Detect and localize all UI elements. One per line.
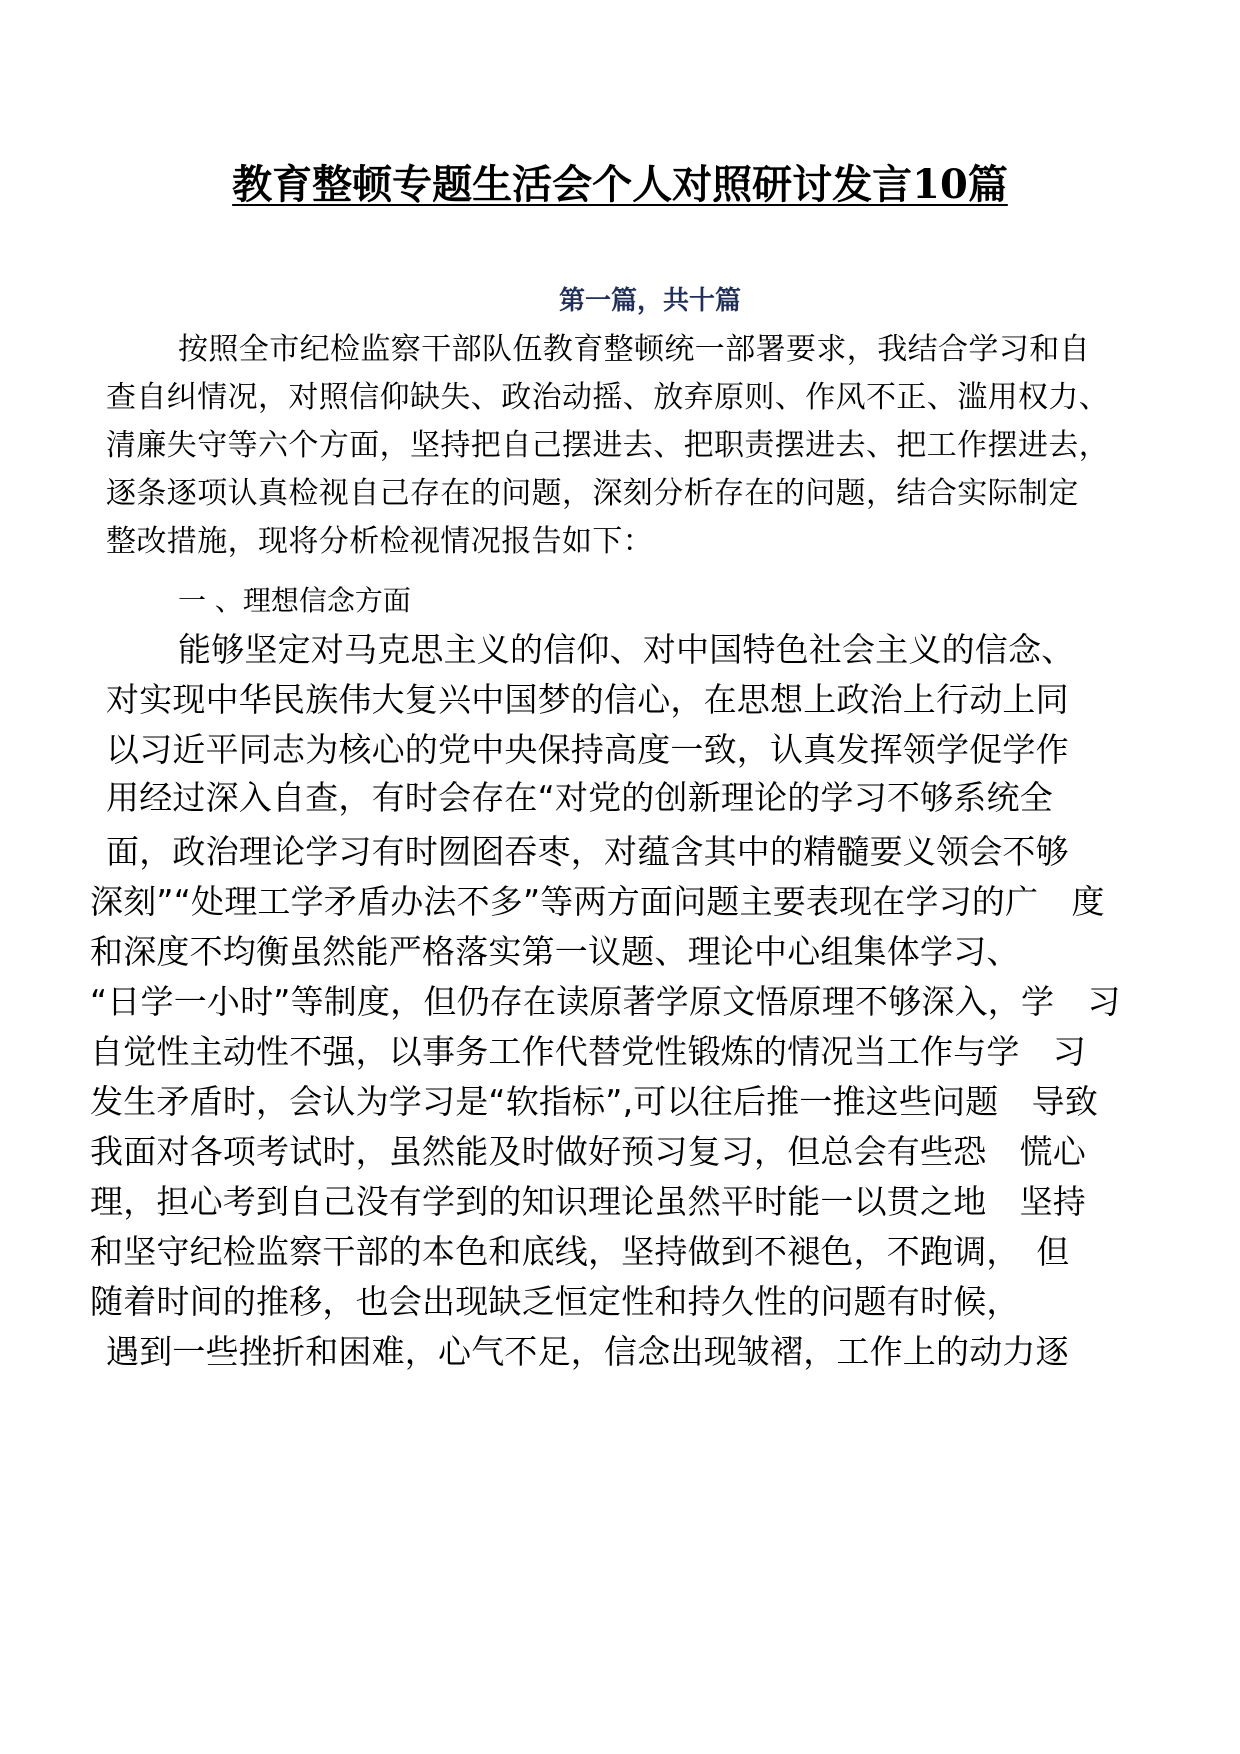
document-title-text: 教育整顿专题生活会个人对照研讨发言10篇 — [232, 161, 1008, 208]
body-line: 对实现中华民族伟大复兴中国梦的信心，在思想上政治上行动上同 — [106, 680, 1069, 719]
body-line: 自觉性主动性不强，以事务工作代替党性锻炼的情况当工作与学 习 — [90, 1032, 1086, 1071]
section-heading: 一 、理想信念方面 — [178, 584, 411, 617]
body-line: 能够坚定对马克思主义的信仰、对中国特色社会主义的信念、 — [178, 630, 1075, 669]
body-line: 遇到一些挫折和困难，心气不足，信念出现皱褶，工作上的动力逐 — [106, 1332, 1069, 1371]
body-line: 以习近平同志为核心的党中央保持高度一致，认真发挥领学促学作 — [106, 730, 1069, 769]
body-line: 和坚守纪检监察干部的本色和底线，坚持做到不褪色，不跑调， 但 — [90, 1232, 1070, 1271]
body-line: 面，政治理论学习有时囫囵吞枣，对蕴含其中的精髓要义领会不够 — [106, 832, 1069, 871]
body-line: 和深度不均衡虽然能严格落实第一议题、理论中心组集体学习、 — [90, 932, 1020, 971]
body-line: 用经过深入自查，有时会存在“对党的创新理论的学习不够系统全 — [106, 778, 1053, 817]
intro-line: 逐条逐项认真检视自己存在的问题，深刻分析存在的问题，结合实际制定 — [106, 476, 1079, 511]
intro-line: 按照全市纪检监察干部队伍教育整顿统一部署要求，我结合学习和自 — [178, 332, 1090, 367]
body-line: 发生矛盾时，会认为学习是“软指标”,可以往后推一推这些问题 导致 — [90, 1082, 1099, 1121]
body-line: 随着时间的推移，也会出现缺乏恒定性和持久性的问题有时候， — [90, 1282, 1020, 1321]
body-line: 深刻”“处理工学矛盾办法不多”等两方面问题主要表现在学习的广 度 — [90, 882, 1105, 921]
intro-line: 查自纠情况，对照信仰缺失、政治动摇、放弃原则、作风不正、滥用权力、 — [106, 380, 1110, 415]
body-line: 我面对各项考试时，虽然能及时做好预习复习，但总会有些恐 慌心 — [90, 1132, 1086, 1171]
chapter-heading: 第一篇，共十篇 — [558, 286, 741, 316]
document-title — [0, 160, 1240, 210]
body-line: “日学一小时”等制度，但仍存在读原著学原文悟原理不够深入，学 习 — [90, 982, 1121, 1021]
intro-line: 整改措施，现将分析检视情况报告如下： — [106, 524, 654, 559]
intro-line: 清廉失守等六个方面，坚持把自己摆进去、把职责摆进去、把工作摆进去， — [106, 428, 1110, 463]
body-line: 理，担心考到自己没有学到的知识理论虽然平时能一以贯之地 坚持 — [90, 1182, 1086, 1221]
